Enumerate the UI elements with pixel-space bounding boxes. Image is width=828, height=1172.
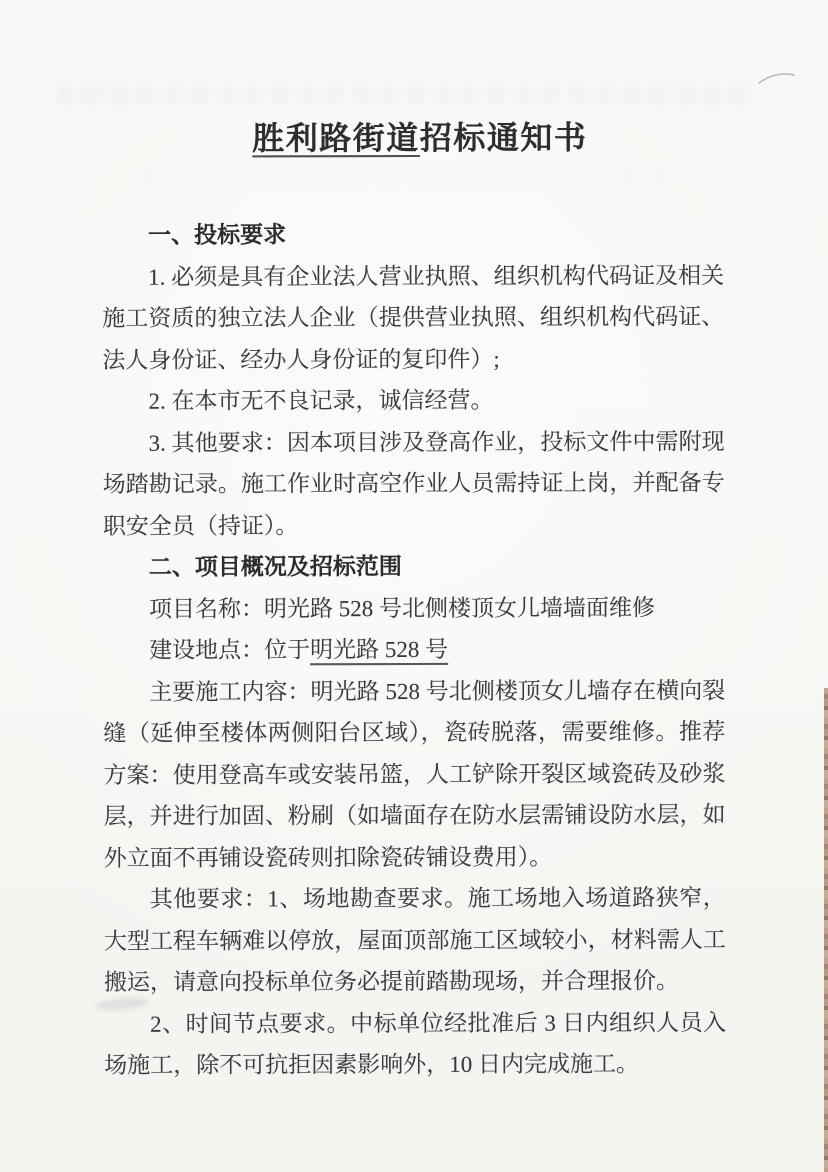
project-name-line: 项目名称：明光路 528 号北侧楼顶女儿墙墙面维修 bbox=[148, 594, 656, 622]
title-rest-text: 招标通知书 bbox=[419, 119, 588, 156]
construction-scope-paragraph: 主要施工内容：明光路 528 号北侧楼顶女儿墙存在横向裂缝（延伸至楼体两侧阳台区域），瓷砖脱落，需要维修。推荐方案：使用登高车或安装吊篮，人工铲除开裂区域瓷砖及砂浆层，并进行加固、粉刷（如墙面存在防水层需铺设防水层，如外立面不再铺设瓷砖则扣除瓷砖铺设费用）。 bbox=[103, 677, 726, 871]
document-title bbox=[116, 114, 724, 162]
section2-heading: 二、项目概况及招标范围 bbox=[148, 553, 402, 580]
time-requirement-paragraph: 2、时间节点要求。中标单位经批准后 3 日内组织人员入场施工，除不可抗拒因素影响外，10 日内完成施工。 bbox=[104, 1009, 727, 1078]
location-label: 建设地点：位于 bbox=[149, 637, 311, 663]
scan-edge-artifact bbox=[824, 688, 828, 1172]
title-underlined-text: 胜利路街道 bbox=[252, 119, 420, 157]
section1-item1-bidder-qualification: 1. 必须是具有企业法人营业执照、组织机构代码证及相关施工资质的独立法人企业（提供营业执照、组织机构代码证、法人身份证、经办人身份证的复印件）; bbox=[102, 262, 725, 373]
site-survey-requirement-paragraph: 其他要求：1、场地勘查要求。施工场地入场道路狭窄，大型工程车辆难以停放，屋面顶部施工区域较小，材料需人工搬运，请意向投标单位务必提前踏勘现场，并合理报价。 bbox=[103, 885, 726, 995]
document-content bbox=[102, 114, 727, 1086]
section1-item3-other-requirements: 3. 其他要求：因本项目涉及登高作业，投标文件中需附现场踏勘记录。施工作业时高空作业人员需持证上岗，并配备专职安全员（持证）。 bbox=[102, 428, 725, 539]
scan-bleedthrough-artifact bbox=[58, 84, 752, 105]
project-location-line bbox=[103, 628, 725, 671]
section1-heading: 一、投标要求 bbox=[148, 221, 287, 248]
location-underlined-text: 明光路 528 号 bbox=[310, 636, 449, 663]
scan-hairline-artifact bbox=[758, 68, 796, 86]
section1-item2-good-record: 2. 在本市无不良记录，诚信经营。 bbox=[148, 387, 494, 414]
